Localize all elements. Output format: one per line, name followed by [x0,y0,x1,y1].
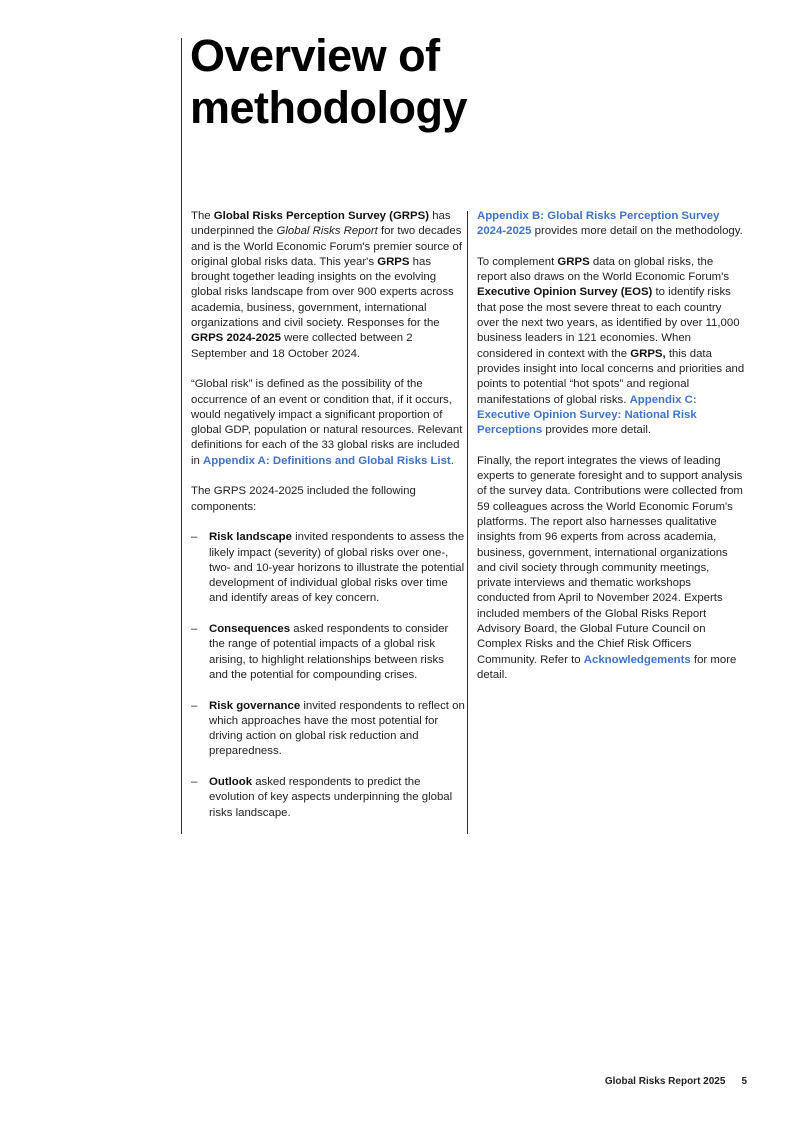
left-column [191,209,466,836]
list-item: – Outlook asked respondents to predict the evolution of key aspects underpinning the global risks landscape. [191,775,453,819]
right-column [477,209,745,699]
footer-report-title: Global Risks Report 2025 [604,1076,726,1087]
expert-views-paragraph: Finally, the report integrates the views of leading experts to generate foresight and to support analysis of the survey data. Contributions were collected from 59 colleagues across the World Economic Forum's platforms. The report also harnesses qualitative insights from 96 experts from across academia, business, government, international organizations and civil society through community meetings, private interviews and thematic workshops conducted from April to November 2024. Experts included members of the Global Risks Report Advisory Board, the Global Future Council on Complex Risks and the Chief Risk Officers Community. Refer to Acknowledgements for more detail. [477,454,743,681]
page-footer [605,1076,747,1087]
appendix-b-link[interactable]: Appendix B: Global Risks Perception Survey 2024-2025 [477,210,720,238]
list-item: – Consequences asked respondents to consider the range of potential impacts of a global risk arising, to highlight relationships between risks and the potential for compounding crises. [191,623,449,681]
appendix-b-paragraph: Appendix B: Global Risks Perception Survey 2024-2025 provides more detail on the methodology. [477,210,743,238]
list-item: – Risk landscape invited respondents to assess the likely impact (severity) of global risks over one-, two- and 10-year horizons to illustrate the potential development of individual global risks over time and identify areas of key concern. [191,531,465,605]
global-risk-definition-paragraph: “Global risk” is defined as the possibility of the occurrence of an event or condition that, if it occurs, would negatively impact a significant proportion of global GDP, population or natural resources. Relevant definitions for each of the 33 global risks are included in Appendix A: Definitions and Global Risks List. [191,378,463,467]
components-list [191,530,466,821]
appendix-c-link[interactable]: Appendix C: Executive Opinion Survey: National Risk Perceptions [477,393,697,437]
page-number: 5 [741,1076,747,1087]
page-title [190,30,467,134]
components-intro-paragraph: The GRPS 2024-2025 included the following components: [191,485,416,513]
column-divider-rule [467,211,468,834]
intro-paragraph: The Global Risks Perception Survey (GRPS) has underpinned the Global Risks Report for two decades and is the World Economic Forum's premier source of original global risks data. This year's GRPS has brought together leading insights on the evolving global risks landscape from over 900 experts across academia, business, government, international organizations and civil society. Responses for the GRPS 2024-2025 were collected between 2 September and 18 October 2024. [191,210,463,360]
list-item: – Risk governance invited respondents to reflect on which approaches have the most potential for driving action on global risk reduction and preparedness. [191,699,465,758]
appendix-a-link[interactable]: Appendix A: Definitions and Global Risks List [203,454,451,467]
page-title-line-1: Overview of [190,30,440,81]
left-vertical-rule [181,38,182,834]
acknowledgements-link[interactable]: Acknowledgements [583,653,691,666]
page-title-line-2: methodology [190,82,467,133]
eos-paragraph: To complement GRPS data on global risks, the report also draws on the World Economic Forum's Executive Opinion Survey (EOS) to identify risks that pose the most severe threat to each country over the next two years, as identified by over 11,000 business leaders in 121 economies. When considered in context with the GRPS, this data provides insight into local concerns and priorities and points to potential “hot spots” and regional manifestations of global risks. Appendix C: Executive Opinion Survey: National Risk Perceptions provides more detail. [477,255,745,437]
